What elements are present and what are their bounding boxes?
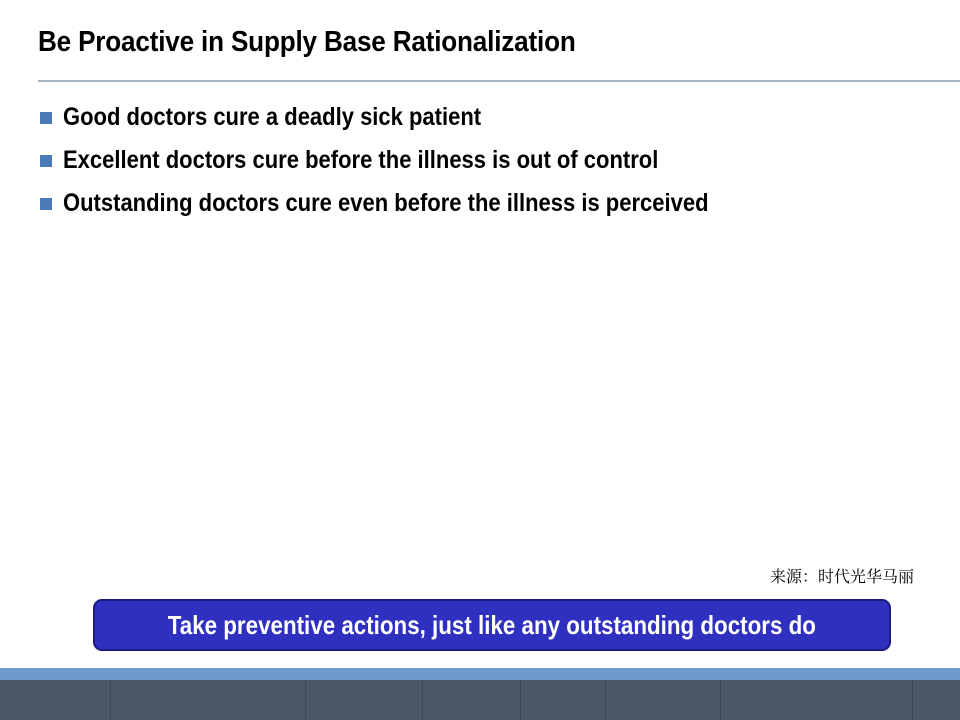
footer-divider [110,680,111,720]
square-bullet-icon [40,112,52,124]
source-note: 来源：时代光华马丽 [769,569,914,586]
footer-divider [520,680,521,720]
callout-text: Take preventive actions, just like any outstanding doctors do [167,609,817,640]
bullet-item [40,182,797,225]
callout-box [93,599,891,651]
footer-divider [605,680,606,720]
footer-bar [0,680,960,720]
bullet-item [40,139,797,182]
footer-divider [305,680,306,720]
footer-divider [912,680,913,720]
bullet-text: Excellent doctors cure before the illness is out of control [63,146,659,174]
bullet-text: Outstanding doctors cure even before the illness is perceived [63,189,709,217]
bullet-text: Good doctors cure a deadly sick patient [63,103,482,131]
footer-stripe [0,668,960,680]
bullet-item [40,96,797,139]
title-divider [38,80,960,82]
bullet-list [40,96,797,225]
slide-title: Be Proactive in Supply Base Rationalization [38,26,576,58]
square-bullet-icon [40,198,52,210]
square-bullet-icon [40,155,52,167]
footer-divider [720,680,721,720]
footer-divider [422,680,423,720]
